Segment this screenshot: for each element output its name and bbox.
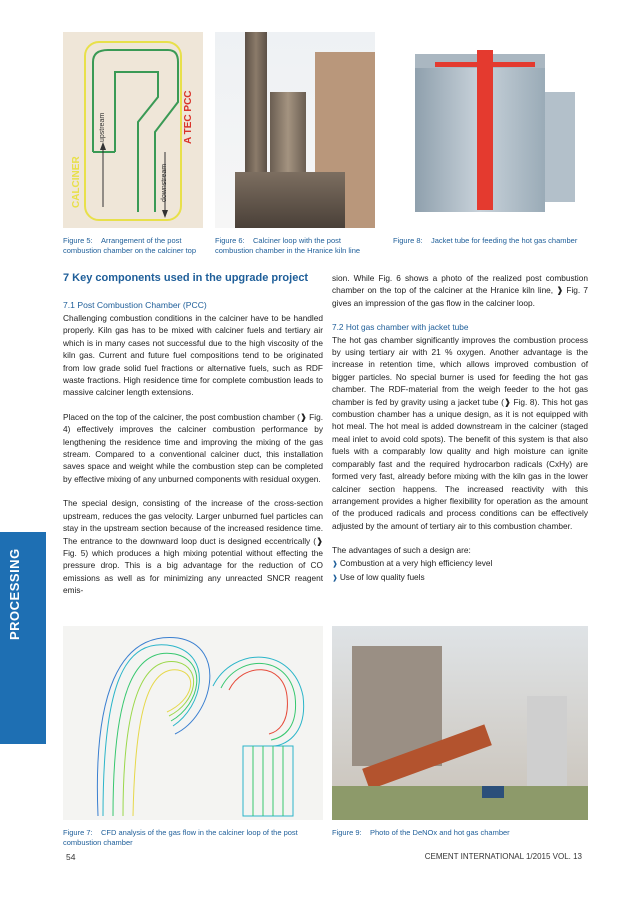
caption-fig6-num: Figure 6: <box>215 236 245 245</box>
caption-fig7-text: CFD analysis of the gas flow in the calciner loop of the post combustion chamber <box>63 828 298 847</box>
caption-fig8 <box>393 236 593 246</box>
publication-info: CEMENT INTERNATIONAL 1/2015 VOL. 13 <box>424 852 582 861</box>
caption-fig7-num: Figure 7: <box>63 828 93 837</box>
caption-fig9 <box>332 828 582 838</box>
advantage-item-1: ❱ Combustion at a very high efficiency level <box>332 557 588 571</box>
lower-structure <box>235 172 345 228</box>
caption-fig7 <box>63 828 313 847</box>
caption-fig5 <box>63 236 213 255</box>
label-downstream: downstream <box>161 163 168 202</box>
caption-fig5-text: Arrangement of the post combustion chamber on the calciner top <box>63 236 196 255</box>
caption-fig6-text: Calciner loop with the post combustion chamber in the Hranice kiln line <box>215 236 361 255</box>
figure-5-image <box>63 32 203 228</box>
subheading-7-1: 7.1 Post Combustion Chamber (PCC) <box>63 300 207 310</box>
section-heading: 7 Key components used in the upgrade project <box>63 272 309 284</box>
caption-fig5-num: Figure 5: <box>63 236 93 245</box>
section-tab-label: PROCESSING <box>7 548 22 640</box>
side-panel <box>545 92 575 202</box>
cfd-flow-lines <box>63 626 323 820</box>
left-column <box>63 312 323 609</box>
jacket-tube <box>477 50 493 210</box>
left-paragraph-1: Challenging combustion conditions in the calciner have to be handled properly. Kiln gas has to be mixed with calciner fuels and tertiary air which is in many cases not successful due to the high viscosity of the kiln gas. Current and future fuel compositions tend to be originated from low grade solid fuel fractions or alternative fuels, such as RDF waste fractions. High residence time for complete combustion leads to massive calciner length extensions. <box>63 313 323 398</box>
right-column <box>332 272 588 585</box>
silos <box>527 696 567 786</box>
figure-9-photo <box>332 626 588 820</box>
caption-fig8-num: Figure 8: <box>393 236 423 245</box>
label-upstream: upstream <box>99 112 106 142</box>
caption-fig9-text: Photo of the DeNOx and hot gas chamber <box>370 828 510 837</box>
subheading-7-2: 7.2 Hot gas chamber with jacket tube <box>332 322 469 333</box>
label-atec-pcc: A TEC PCC <box>183 90 194 144</box>
calciner-vessel <box>270 92 306 172</box>
ground <box>332 786 588 820</box>
figure-8-render <box>395 32 575 228</box>
left-paragraph-3: The special design, consisting of the increase of the cross-section upstream, reduces the gas velocity. Larger unburned fuel particles can stay in the upstream section because of the increased residence time. The entrance to the downward loop duct is designed eccentrically (❱ Fig. 5) which produces a high mixing potential without effecting the pressure drop. This is a big advantage for the reduction of CO emissions as well as for minimizing any unreacted SNCR reagent emis- <box>63 498 323 596</box>
caption-fig8-text: Jacket tube for feeding the hot gas chamber <box>431 236 578 245</box>
page-number: 54 <box>66 852 76 862</box>
right-paragraph-1: sion. While Fig. 6 shows a photo of the realized post combustion chamber on the top of the calciner at the Hranice kiln line, ❱ Fig. 7 gives an impression of the gas flow in the calciner loop. <box>332 273 588 308</box>
figure-7-cfd <box>63 626 323 820</box>
top-red-flange <box>435 62 535 67</box>
pcc-schematic <box>63 32 203 228</box>
figure-6-photo <box>215 32 375 228</box>
truck <box>482 786 504 798</box>
left-paragraph-2: Placed on the top of the calciner, the post combustion chamber (❱ Fig. 4) effectively improves the calciner combustion performance by lengthening the residence time and improving the mixing of the gas stream. Compared to a conventional calciner duct, this installation saves space and weight while the combustion step can be completed by effective mixing of any unburned components with residual oxygen. <box>63 411 323 484</box>
caption-fig9-num: Figure 9: <box>332 828 362 837</box>
label-calciner: CALCINER <box>71 156 82 208</box>
right-paragraph-2: The hot gas chamber significantly improves the combustion process by using tertiary air with 21 % oxygen. Another advantage is the increase in retention time, which allows improved combustion of bigger particles. No special burner is used for feeding the hot gas chamber. The RDF-material from the weigh feeder to the hot gas chamber is fed by gravity using a jacket tube (❱ Fig. 8). This hot gas combustion chamber has a unique design, as it is not equipped with hot meal. The hot meal is added downstream in the calciner (staged meal inlet to avoid cold spots). The benefit of this system is that also fuels with a comparably low quality and high moisture can ignite comparably fast and the required hydrocarbon radicals (CxHy) are formed very fast, already before mixing with the kiln gas in the lower calciner section happens. The increased reactivity with this arrangement provides a higher flexibility for operation as the amount of the produced radicals and process conditions can be effectively adjusted by the amount of tertiary air to this combustion chamber. <box>332 334 588 531</box>
advantage-item-2: ❱ Use of low quality fuels <box>332 571 588 585</box>
caption-fig6 <box>215 236 375 255</box>
advantages-intro: The advantages of such a design are: <box>332 545 471 556</box>
